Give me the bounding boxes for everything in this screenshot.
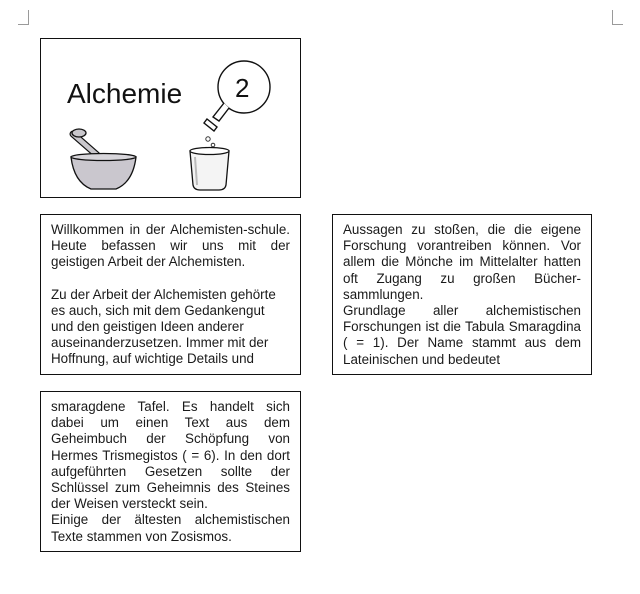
box3-paragraph-1: smaragdene Tafel. Es handelt sich dabei um einen Text aus dem Geheimbuch der Schöpfung von Hermes Trismegistos ( = 6). In den dort aufgeführten Gesetzen sollte der Schlüssel zum Geheimnis des Steines der Weisen versteckt sein. xyxy=(51,399,290,512)
title-number: 2 xyxy=(235,73,250,103)
box1-paragraph-2-line-1: Zu der Arbeit der Alchemisten gehörte xyxy=(51,286,276,302)
box1-paragraph-2-line-2: es auch, sich mit dem Gedankengut xyxy=(51,302,265,318)
text-box-3 xyxy=(40,391,301,552)
flask-pouring-icon xyxy=(204,61,270,151)
title-card-art xyxy=(41,39,300,197)
crop-mark-top-right xyxy=(612,10,623,25)
mortar-and-pestle-icon xyxy=(71,129,136,189)
text-box-1 xyxy=(40,214,301,375)
box2-paragraph-2: Grundlage aller alchemistischen Forschungen ist die Tabula Smaragdina ( = 1). Der Name stammt aus dem Lateinischen und bedeutet xyxy=(343,303,581,367)
box1-paragraph-2-line-4: auseinanderzusetzen. Immer mit der xyxy=(51,335,269,351)
box1-paragraph-1: Willkommen in der Alchemisten-schule. Heute befassen wir uns mit der geistigen Arbeit der Alchemisten. xyxy=(51,222,290,270)
box3-paragraph-2: Einige der ältesten alchemistischen Texte stammen von Zosismos. xyxy=(51,512,290,544)
title-heading: Alchemie xyxy=(67,78,183,109)
beaker-icon xyxy=(190,148,229,191)
text-box-2 xyxy=(332,214,592,375)
title-card xyxy=(40,38,301,198)
box2-paragraph-1: Aussagen zu stoßen, die die eigene Forschung vorantreiben können. Vor allem die Mönche im Mittelalter hatten oft Zugang zu großen Bücher-sammlungen. xyxy=(343,222,581,302)
box1-paragraph-2-line-3: und den geistigen Ideen anderer xyxy=(51,319,244,335)
box1-paragraph-2-line-5: Hoffnung, auf wichtige Details und xyxy=(51,351,254,367)
crop-mark-top-left xyxy=(18,10,29,25)
